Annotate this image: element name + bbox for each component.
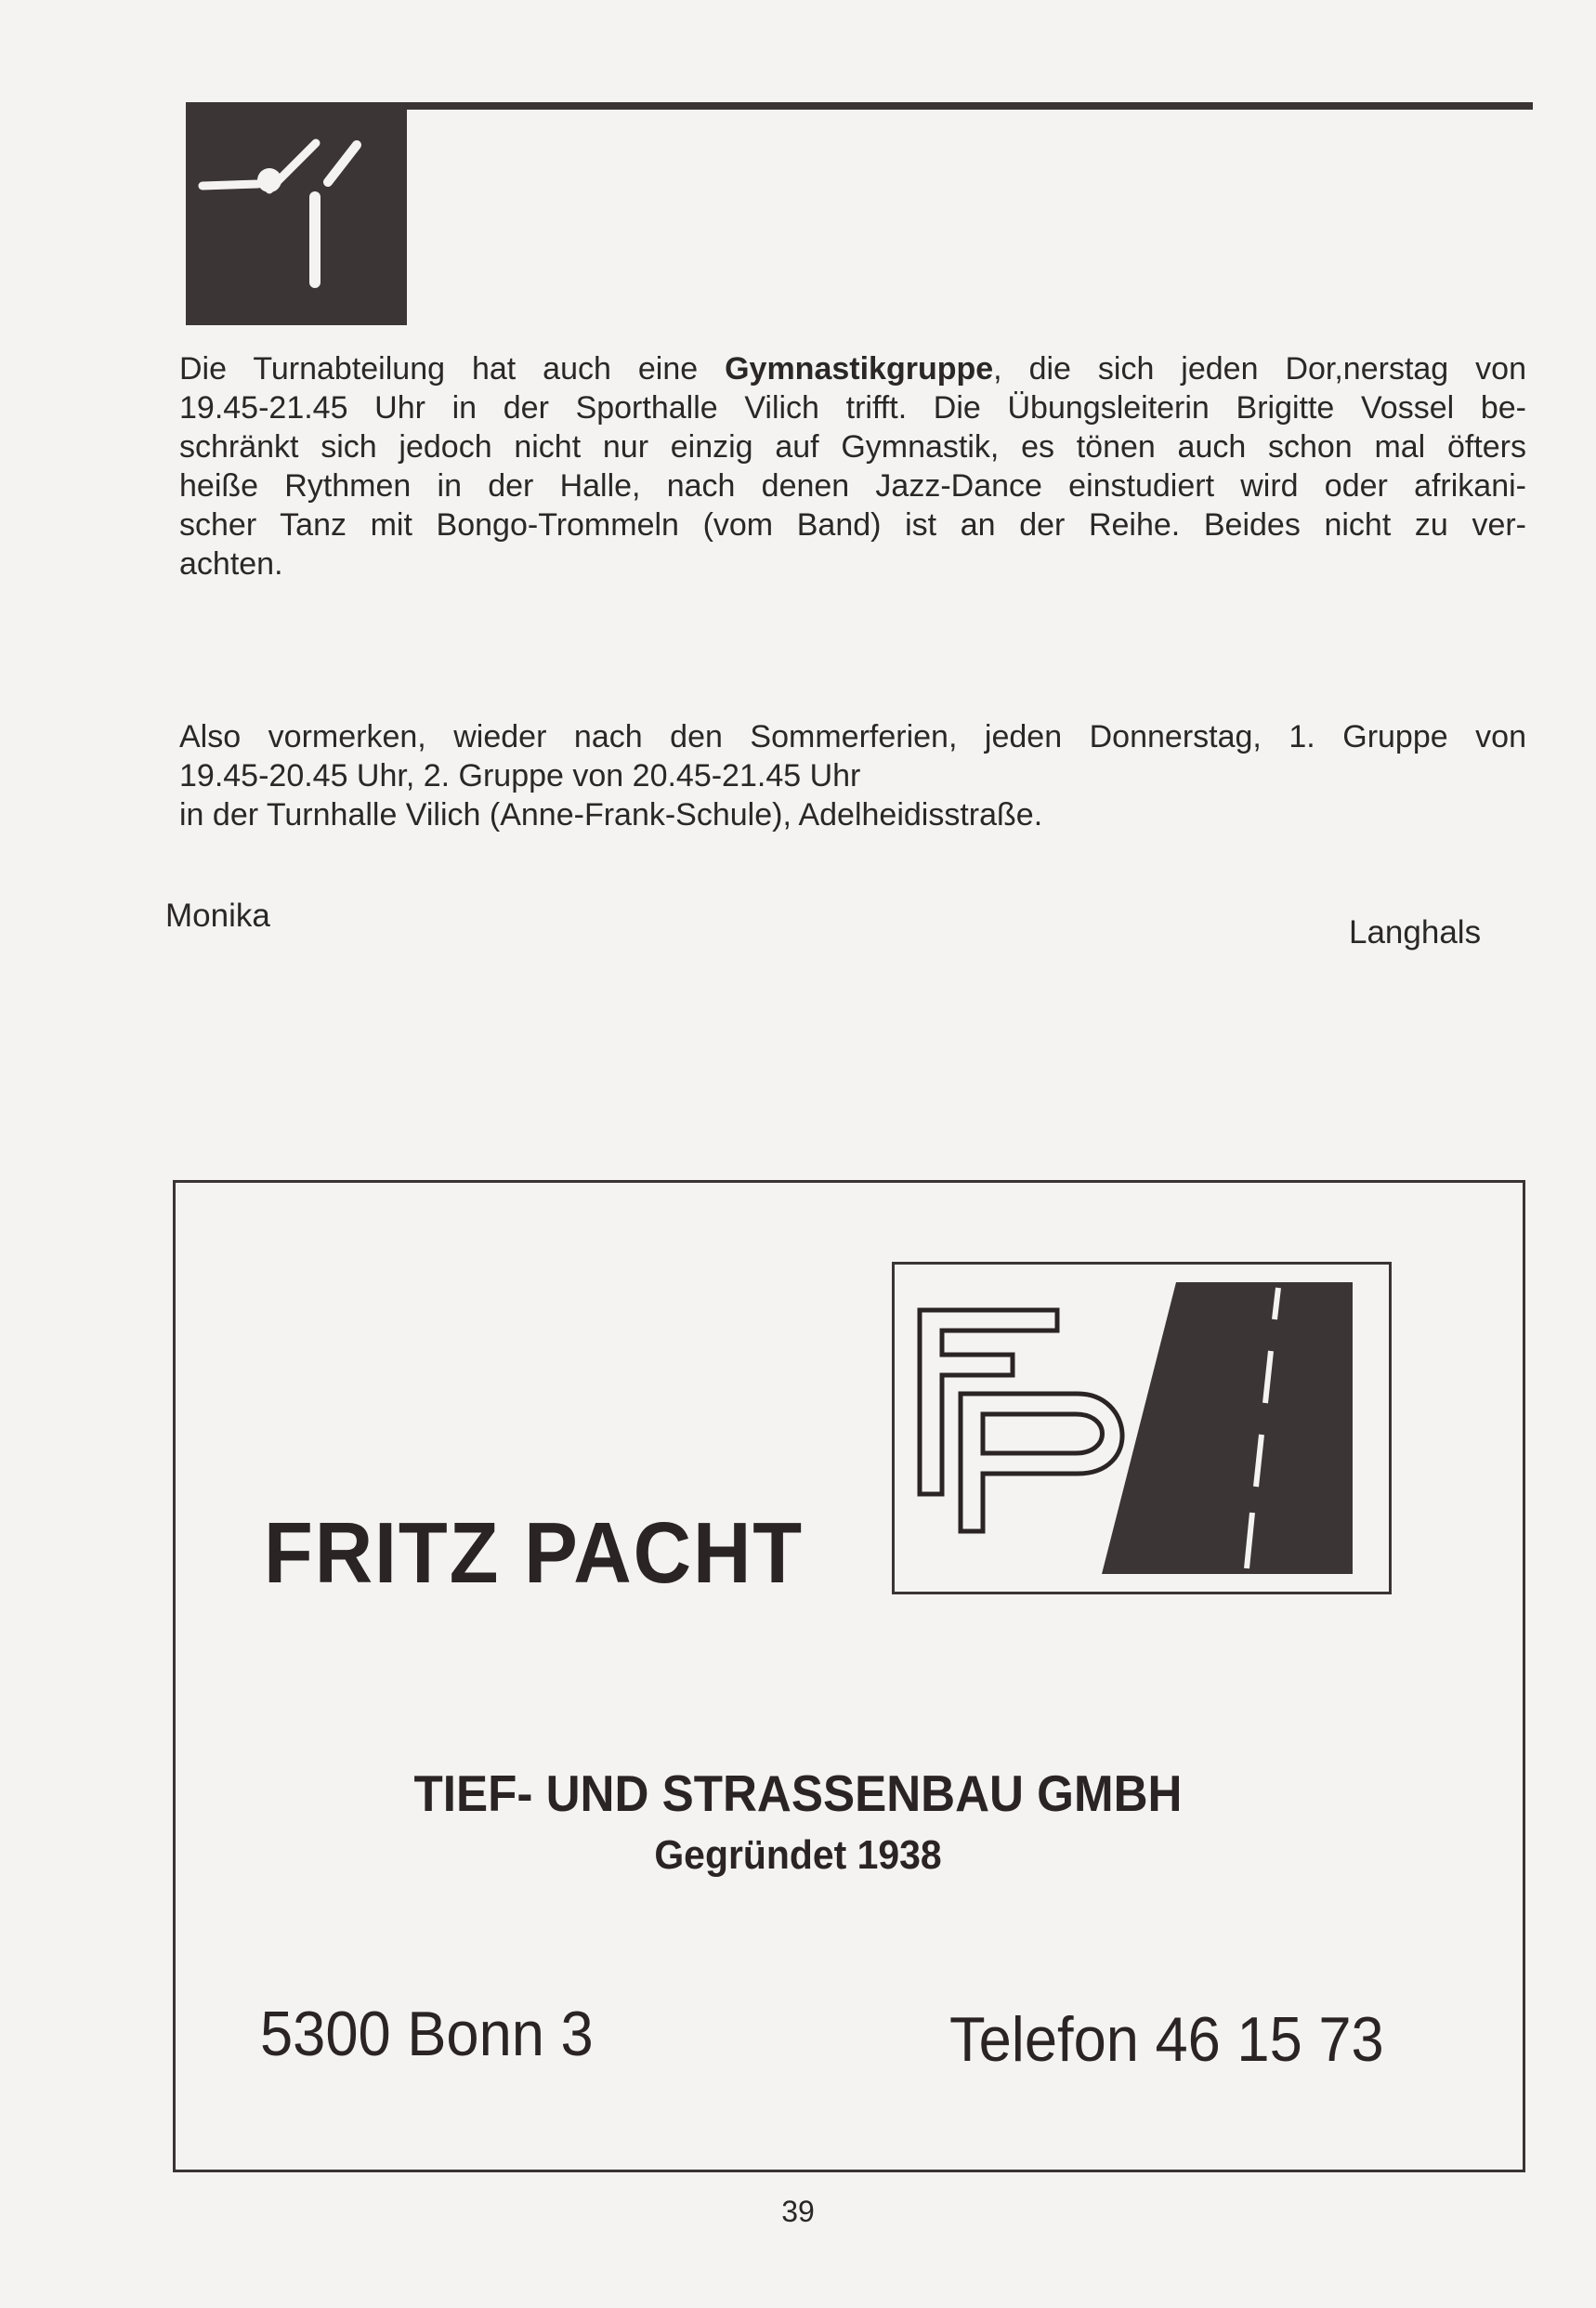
paragraph1-line-1: Die Turnabteilung hat auch eine Gymnastikgruppe, die sich jeden Dor,nerstag von (179, 351, 1526, 387)
paragraph2-line-2: 19.45-20.45 Uhr, 2. Gruppe von 20.45-21.45 Uhr (179, 758, 861, 793)
paragraph1-line-5: scher Tanz mit Bongo-Trommeln (vom Band) ist an der Reihe. Beides nicht zu ver- (179, 507, 1526, 543)
company-founded: Gegründet 1938 (654, 1832, 942, 1878)
company-address: 5300 Bonn 3 (260, 1999, 594, 2069)
paragraph1-line-4: heiße Rythmen in der Halle, nach denen Jazz-Dance einstudiert wird oder afrikani- (179, 468, 1526, 504)
page-number: 39 (781, 2195, 815, 2228)
paragraph1-line-6: achten. (179, 546, 283, 582)
paragraph1-line-2: 19.45-21.45 Uhr in der Sporthalle Vilich trifft. Die Übungsleiterin Brigitte Vossel be- (179, 390, 1526, 426)
signature-last-name: Langhals (1349, 914, 1482, 951)
highlight-gymnastikgruppe: Gymnastikgruppe (725, 351, 994, 387)
signature-first-name: Monika (165, 898, 270, 934)
paragraph-gymnastics (179, 349, 1526, 584)
company-name: FRITZ PACHT (264, 1504, 804, 1601)
paragraph-schedule (179, 717, 1526, 834)
paragraph1-line-3: schränkt sich jedoch nicht nur einzig auf Gymnastik, es tönen auch schon mal öfters (179, 429, 1526, 465)
company-logo (892, 1262, 1392, 1594)
company-business: TIEF- UND STRASSENBAU GMBH (413, 1764, 1183, 1822)
gymnastics-icon (186, 104, 407, 325)
company-phone: Telefon 46 15 73 (949, 2004, 1384, 2075)
paragraph2-line-3: in der Turnhalle Vilich (Anne-Frank-Schule), Adelheidisstraße. (179, 797, 1043, 833)
paragraph2-line-1: Also vormerken, wieder nach den Sommerferien, jeden Donnerstag, 1. Gruppe von (179, 719, 1526, 754)
